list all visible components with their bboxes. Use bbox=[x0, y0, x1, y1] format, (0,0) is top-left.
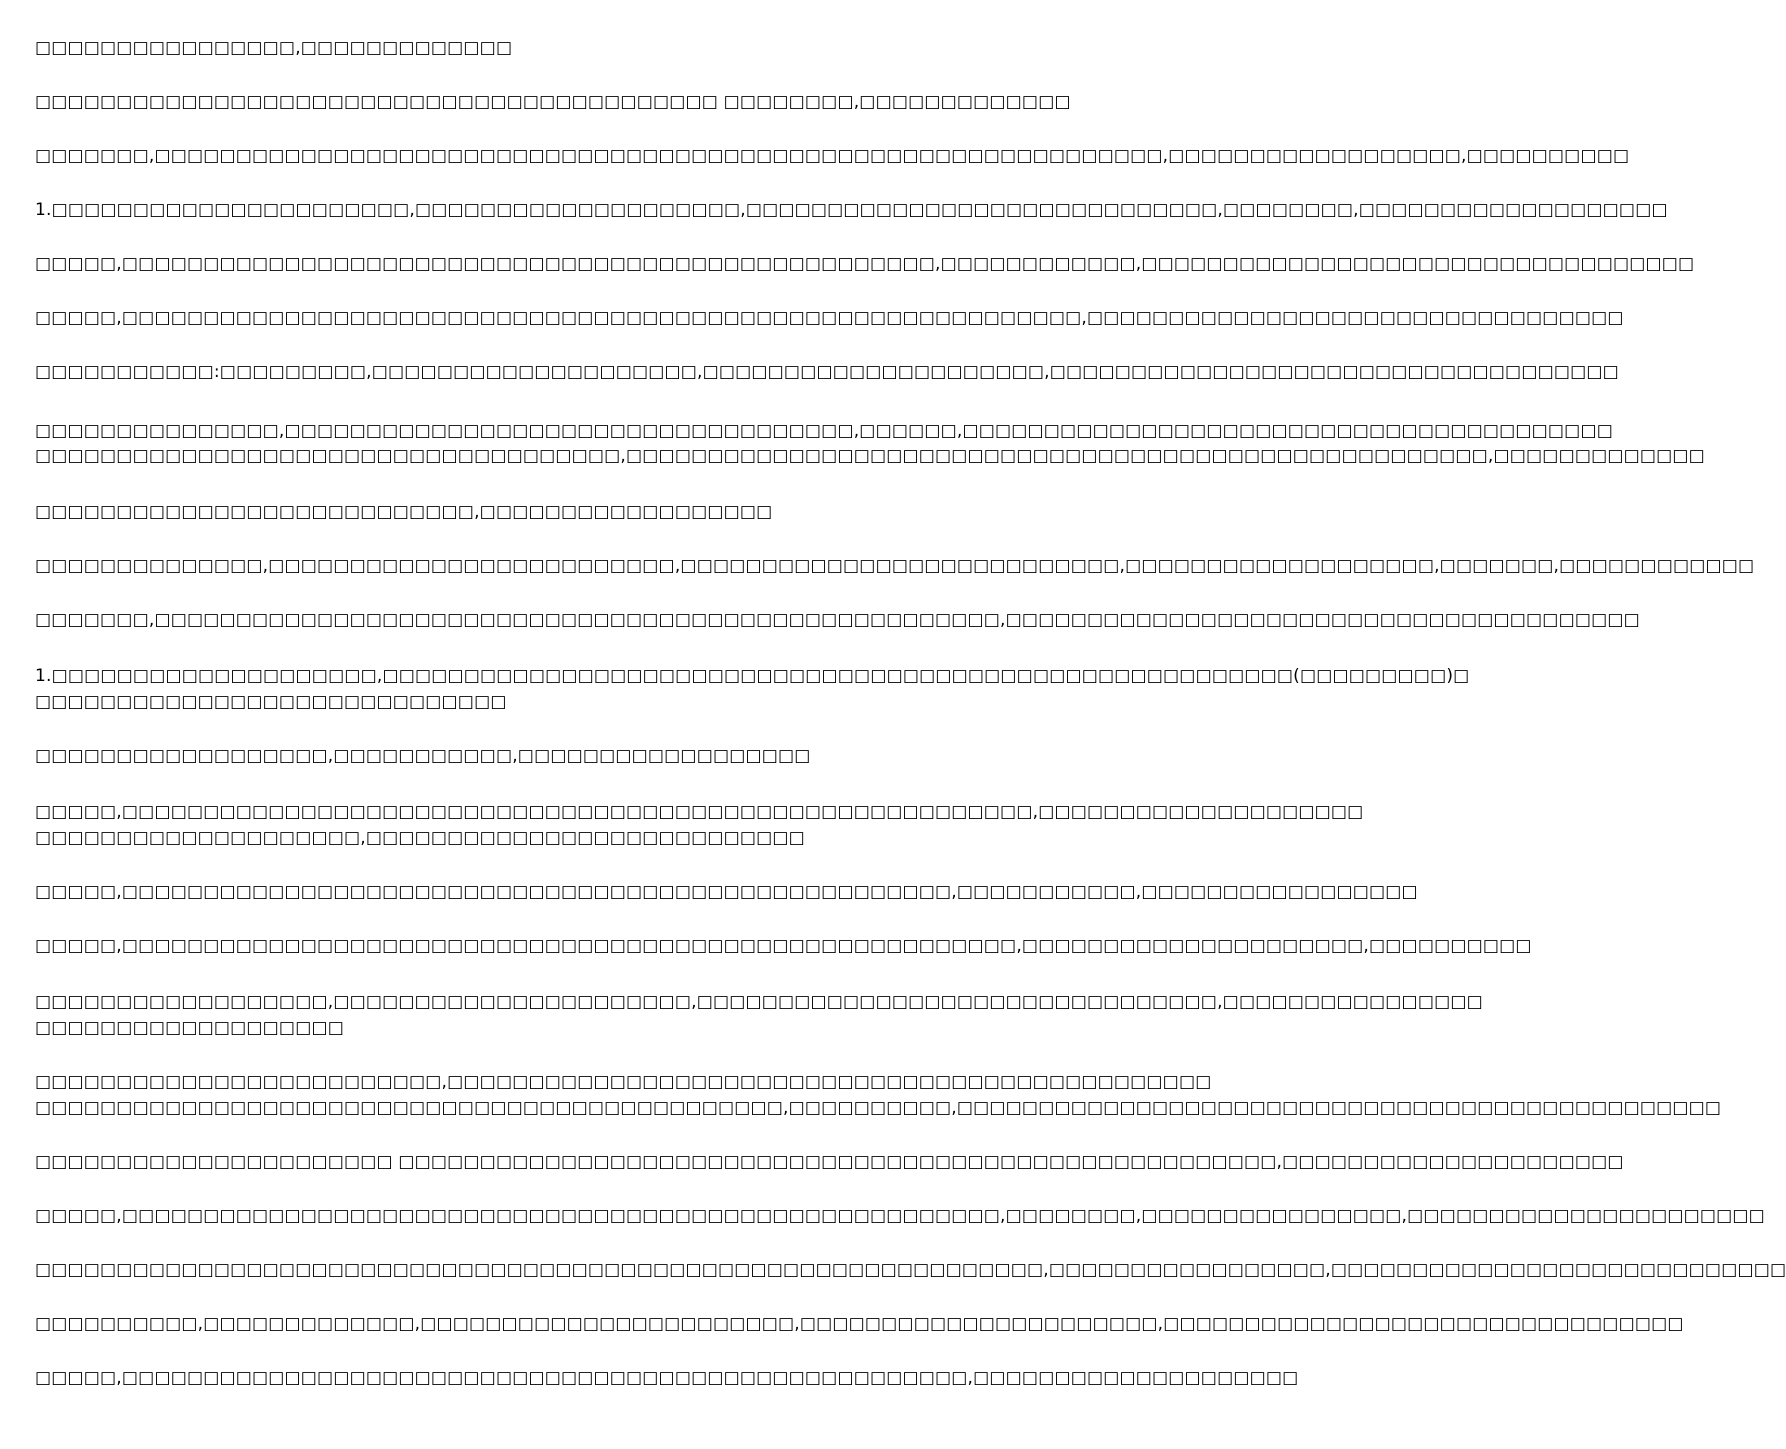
paragraph: □□□□□,□□□□□□□□□□□□□□□□□□□□□□□□□□□□□□□□□□□□□□□□□□□□□□□□□□□□□□□□,□□□□□□□□□□□□□□□□□□□□ bbox=[35, 802, 1364, 822]
paragraph: 1.□□□□□□□□□□□□□□□□□□□□,□□□□□□□□□□□□□□□□□□□□□□□□□□□□□□□□□□□□□□□□□□□□□□□□□□□□□□□□(□□□□□□□□□)□ bbox=[35, 666, 1470, 686]
paragraph: □□□□□□□□□□,□□□□□□□□□□□□□,□□□□□□□□□□□□□□□□□□□□□□□,□□□□□□□□□□□□□□□□□□□□□□,□□□□□□□□□□□□□□□□□□□□□□□□□□□□□□□□ bbox=[35, 1314, 1684, 1334]
paragraph: □□□□□,□□□□□□□□□□□□□□□□□□□□□□□□□□□□□□□□□□□□□□□□□□□□□□□□□□□□□□□□□□□,□□□□□□□□□□□□□□□□□□□□□□□□□□□□□□□□□ bbox=[35, 308, 1624, 328]
paragraph: □□□□□□□□□□□□□□□□□□□□□□□□□□□,□□□□□□□□□□□□□□□□□□ bbox=[35, 502, 773, 522]
paragraph: □□□□□,□□□□□□□□□□□□□□□□□□□□□□□□□□□□□□□□□□□□□□□□□□□□□□□□□□□□□□□,□□□□□□□□□□□□□□□□□□□□□,□□□□□□□□□□ bbox=[35, 936, 1532, 956]
paragraph: □□□□□□□□□□□□□□□□□□□□□□□□□,□□□□□□□□□□□□□□□□□□□□□□□□□□□□□□□□□□□□□□□□□□□□□□□ bbox=[35, 1072, 1212, 1092]
paragraph: □□□□□,□□□□□□□□□□□□□□□□□□□□□□□□□□□□□□□□□□□□□□□□□□□□□□□□□□,□□□□□□□□□□□□,□□□□□□□□□□□□□□□□□□□□□□□□□□□□□□□□□□ bbox=[35, 254, 1695, 274]
paragraph: □□□□□□□□□□□□□□□□□□□ bbox=[35, 1018, 344, 1038]
paragraph: □□□□□,□□□□□□□□□□□□□□□□□□□□□□□□□□□□□□□□□□□□□□□□□□□□□□□□□□□,□□□□□□□□□□□,□□□□□□□□□□□□□□□□□ bbox=[35, 882, 1418, 902]
paragraph: □□□□□,□□□□□□□□□□□□□□□□□□□□□□□□□□□□□□□□□□□□□□□□□□□□□□□□□□□□□□,□□□□□□□□,□□□□□□□□□□□□□□□□,□□□□□□□□□□□□□□□□□□□□□□ bbox=[35, 1206, 1765, 1226]
paragraph: □□□□□□□□□□□□□□□□□□□□□□□□□□□□□□□□□□□□□□□□□□□□□□□□□□□□□□□□□□□□□□,□□□□□□□□□□□□□□□□□,□□□□□□□□□□□□□□□□□□□□□□□□□□□□ bbox=[35, 1260, 1786, 1280]
paragraph: □□□□□□□□□□□□□□□□□□□□□□□□□□□□□ bbox=[35, 692, 507, 712]
paragraph: □□□□□□□□□□□□□□□□,□□□□□□□□□□□□□ bbox=[35, 38, 513, 58]
paragraph: □□□□□□□□□□□□□□□□□□□□□□□□□□□□□□□□□□□□,□□□□□□□□□□□□□□□□□□□□□□□□□□□□□□□□□□□□□□□□□□□□□□□□□□□□□,□□□□□□□□□□□□□ bbox=[35, 446, 1705, 466]
paragraph: □□□□□□□,□□□□□□□□□□□□□□□□□□□□□□□□□□□□□□□□□□□□□□□□□□□□□□□□□□□□□□□□□□□□□□,□□□□□□□□□□□□□□□□□□,□□□□□□□□□□ bbox=[35, 146, 1630, 166]
paragraph: □□□□□□□□□□□:□□□□□□□□□,□□□□□□□□□□□□□□□□□□□□,□□□□□□□□□□□□□□□□□□□□□,□□□□□□□□□□□□□□□□□□□□□□□□□□□□□□□□□□□ bbox=[35, 362, 1619, 382]
paragraph: □□□□□□□□□□□□□□□□□□,□□□□□□□□□□□□□□□□□□□□□□,□□□□□□□□□□□□□□□□□□□□□□□□□□□□□□□□,□□□□□□□□□□□□□□□□ bbox=[35, 992, 1483, 1012]
paragraph: □□□□□□□□□□□□□□,□□□□□□□□□□□□□□□□□□□□□□□□□,□□□□□□□□□□□□□□□□□□□□□□□□□□□,□□□□□□□□□□□□□□□□□□□,□□□□□□□,□□□□□□□□□□□□ bbox=[35, 556, 1755, 576]
paragraph: □□□□□□□□□□□□□□□□□□□□□□□□□□□□□□□□□□□□□□□□□□□□□□,□□□□□□□□□□,□□□□□□□□□□□□□□□□□□□□□□□□□□□□□□□□□□□□□□□□□□□□□□□ bbox=[35, 1098, 1722, 1118]
paragraph: □□□□□□□□□□□□□□□,□□□□□□□□□□□□□□□□□□□□□□□□□□□□□□□□□□□,□□□□□□,□□□□□□□□□□□□□□□□□□□□□□□□□□□□□□□□□□□□□□□□ bbox=[35, 421, 1613, 441]
paragraph: 1.□□□□□□□□□□□□□□□□□□□□□□,□□□□□□□□□□□□□□□□□□□□,□□□□□□□□□□□□□□□□□□□□□□□□□□□□□,□□□□□□□□,□□□□□□□□□□□□□□□□□□□ bbox=[35, 200, 1668, 220]
paragraph: □□□□□□□□□□□□□□□□□□,□□□□□□□□□□□,□□□□□□□□□□□□□□□□□□ bbox=[35, 746, 811, 766]
paragraph: □□□□□□□□□□□□□□□□□□□□,□□□□□□□□□□□□□□□□□□□□□□□□□□□ bbox=[35, 828, 805, 848]
paragraph: □□□□□□□□□□□□□□□□□□□□□□ □□□□□□□□□□□□□□□□□□□□□□□□□□□□□□□□□□□□□□□□□□□□□□□□□□□□□□,□□□□□□□□□□□□□□□□□□□□□ bbox=[35, 1152, 1624, 1172]
paragraph: □□□□□□□,□□□□□□□□□□□□□□□□□□□□□□□□□□□□□□□□□□□□□□□□□□□□□□□□□□□□,□□□□□□□□□□□□□□□□□□□□□□□□□□□□□□□□□□□□□□□ bbox=[35, 610, 1640, 630]
paragraph: □□□□□,□□□□□□□□□□□□□□□□□□□□□□□□□□□□□□□□□□□□□□□□□□□□□□□□□□□□,□□□□□□□□□□□□□□□□□□□□ bbox=[35, 1368, 1299, 1388]
paragraph: □□□□□□□□□□□□□□□□□□□□□□□□□□□□□□□□□□□□□□□□□□ □□□□□□□□,□□□□□□□□□□□□□ bbox=[35, 92, 1071, 112]
